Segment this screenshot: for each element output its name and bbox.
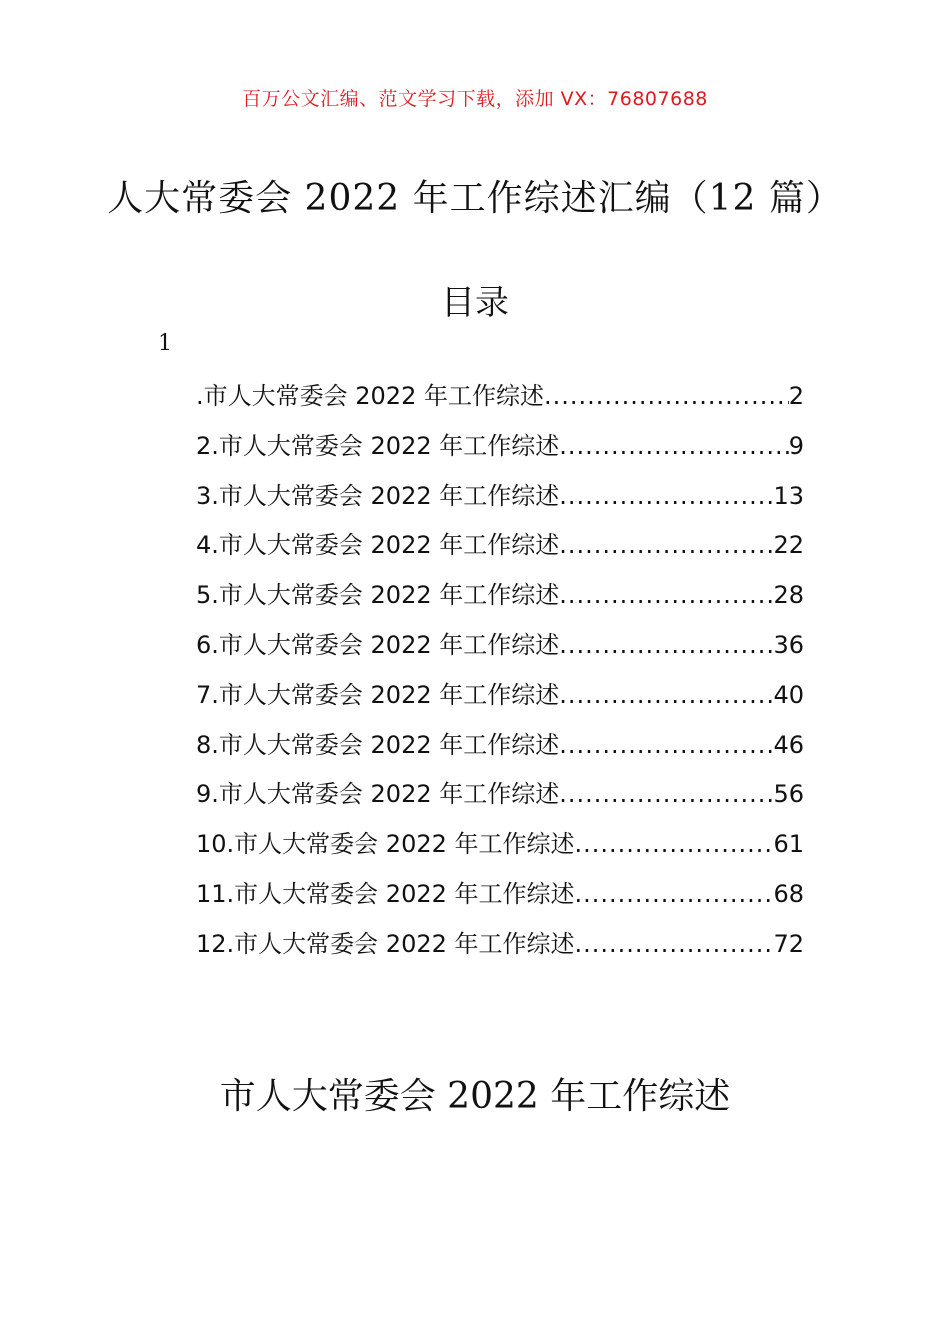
toc-entry-label: .市人大常委会 2022 年工作综述 xyxy=(211,730,560,759)
toc-entry-page: 72 xyxy=(773,929,804,958)
toc-entry[interactable] xyxy=(196,727,804,777)
toc-leader-dots xyxy=(575,826,774,862)
header-watermark-note: 百万公文汇编、范文学习下载，添加 VX：76807688 xyxy=(242,88,708,110)
toc-entry-label: .市人大常委会 2022 年工作综述 xyxy=(211,581,560,610)
toc-entry-label: .市人大常委会 2022 年工作综述 xyxy=(226,879,575,908)
toc-entry[interactable] xyxy=(196,527,804,577)
toc-leader-dots xyxy=(559,478,773,514)
toc-leader-dots xyxy=(575,876,774,912)
toc-entry-page: 46 xyxy=(773,730,804,759)
toc-entry-page: 61 xyxy=(773,830,804,859)
toc-entry-number: 10 xyxy=(196,830,227,859)
toc-entry[interactable] xyxy=(196,876,804,926)
toc-entry[interactable] xyxy=(196,776,804,826)
toc-entry-label: .市人大常委会 2022 年工作综述 xyxy=(226,929,575,958)
toc-entry[interactable] xyxy=(196,926,804,976)
toc-leader-dots xyxy=(559,677,773,713)
toc-leader-dots xyxy=(559,627,773,663)
toc-leader-dots xyxy=(559,727,773,763)
toc-entry-page: 2 xyxy=(788,382,804,410)
toc-entry-page: 40 xyxy=(773,680,804,709)
toc-entry[interactable] xyxy=(196,478,804,528)
toc-entry-page: 36 xyxy=(773,630,804,659)
document-title: 人大常委会 2022 年工作综述汇编（12 篇） xyxy=(107,178,843,219)
table-of-contents xyxy=(196,378,804,976)
toc-entry-page: 56 xyxy=(773,780,804,809)
toc-entry-page: 22 xyxy=(773,531,804,560)
toc-entry-label: .市人大常委会 2022 年工作综述 xyxy=(211,481,560,510)
toc-entry-number: 7 xyxy=(196,680,212,709)
section-title: 市人大常委会 2022 年工作综述 xyxy=(219,1076,731,1117)
toc-entry[interactable] xyxy=(196,677,804,727)
toc-entry[interactable] xyxy=(196,428,804,478)
toc-leader-dots xyxy=(544,378,789,414)
toc-entry-label: .市人大常委会 2022 年工作综述 xyxy=(211,680,560,709)
toc-entry-label: .市人大常委会 2022 年工作综述 xyxy=(196,382,544,410)
toc-entry-page: 68 xyxy=(773,879,804,908)
toc-entry-number: 11 xyxy=(196,879,227,908)
toc-entry-number: 5 xyxy=(196,581,212,610)
toc-heading: 目录 xyxy=(441,283,509,323)
toc-entry-label: .市人大常委会 2022 年工作综述 xyxy=(211,780,560,809)
toc-entry-label: .市人大常委会 2022 年工作综述 xyxy=(211,630,560,659)
toc-entry-number: 2 xyxy=(196,431,212,460)
toc-entry-number: 8 xyxy=(196,730,212,759)
toc-entry-label: .市人大常委会 2022 年工作综述 xyxy=(211,431,560,460)
toc-entry-page: 13 xyxy=(773,481,804,510)
toc-leader-dots xyxy=(575,926,774,962)
toc-leader-dots xyxy=(559,577,773,613)
toc-entry-number: 3 xyxy=(196,481,212,510)
toc-entry[interactable] xyxy=(196,826,804,876)
toc-entry[interactable] xyxy=(196,627,804,677)
toc-entry-number: 12 xyxy=(196,929,227,958)
toc-entry-number: 9 xyxy=(196,780,212,809)
footnote-number: 1 xyxy=(158,331,172,356)
toc-entry-label: .市人大常委会 2022 年工作综述 xyxy=(211,531,560,560)
toc-entry-page: 9 xyxy=(788,431,804,460)
toc-leader-dots xyxy=(559,527,773,563)
toc-entry-number: 6 xyxy=(196,630,212,659)
toc-entry-label: .市人大常委会 2022 年工作综述 xyxy=(226,830,575,859)
toc-entry[interactable] xyxy=(196,577,804,627)
toc-leader-dots xyxy=(559,428,788,464)
toc-entry-page: 28 xyxy=(773,581,804,610)
toc-entry-number: 4 xyxy=(196,531,212,560)
toc-leader-dots xyxy=(559,776,773,812)
toc-entry[interactable] xyxy=(196,378,804,428)
